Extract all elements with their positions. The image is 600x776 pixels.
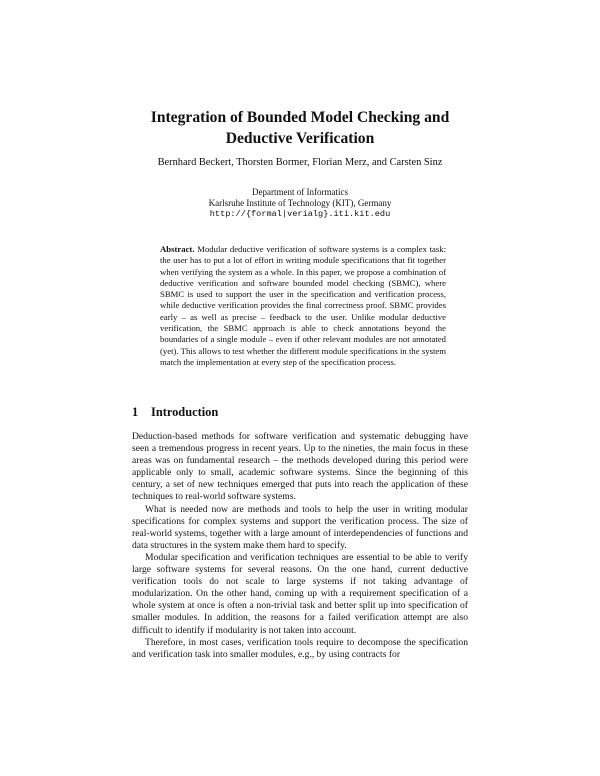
abstract	[160, 244, 446, 368]
paragraph: What is needed now are methods and tools to help the user in writing modular specifications for complex systems and support the verification process. The size of real-world systems, together with a large amount of interdependencies of functions and data structures in the system make them hard to specify.	[132, 503, 468, 551]
author-list: Bernhard Beckert, Thorsten Bormer, Florian Merz, and Carsten Sinz	[157, 157, 443, 168]
affiliation-department: Department of Informatics	[252, 187, 348, 197]
abstract-text: Modular deductive verification of software systems is a complex task: the user has to put a lot of effort in writing module specifications that fit together when verifying the system as a whole. In this paper, we propose a combination of deductive verification and software bounded model checking (SBMC), where SBMC is used to support the user in the specification and verification process, while deductive verification provides the final correctness proof. SBMC provides early – as well as precise – feedback to the user. Unlike modular deductive verification, the SBMC approach is able to check annotations beyond the boundaries of a single module – even if other relevant modules are not annotated (yet). This allows to test whether the different module specifications in the system match the implementation at every step of the specification process.	[160, 244, 446, 367]
section-number: 1	[132, 405, 139, 419]
title-line-1: Integration of Bounded Model Checking and	[150, 109, 450, 126]
section-body	[132, 431, 468, 661]
paper-title	[60, 107, 540, 149]
abstract-label: Abstract.	[160, 244, 195, 254]
section-title: Introduction	[151, 405, 219, 419]
paragraph: Therefore, in most cases, verification tools require to decompose the specification and verification task into smaller modules, e.g., by using contracts for	[132, 636, 468, 660]
paragraph: Modular specification and verification techniques are essential to be able to verify large software systems for several reasons. On the one hand, current deductive verification tools do not scale to large systems if not taking advantage of modularization. On the other hand, coming up with a requirement specification of a whole system at once is often a non-trivial task and better split up into specification of smaller modules. In addition, the reasons for a failed verification attempt are also difficult to identify if modularity is not taken into account.	[132, 551, 468, 636]
section-heading	[132, 404, 472, 420]
affiliation	[60, 187, 540, 221]
affiliation-url: http://{formal|verialg}.iti.kit.edu	[209, 209, 391, 220]
affiliation-institute: Karlsruhe Institute of Technology (KIT), Germany	[208, 198, 392, 209]
paragraph: Deduction-based methods for software verification and systematic debugging have seen a tremendous progress in recent years. Up to the nineties, the main focus in these areas was on fundamental research – the methods developed during this period were applicable only to small, academic software systems. Since the beginning of this century, a set of new techniques emerged that puts into reach the application of these techniques to real-world software systems.	[132, 431, 468, 503]
title-line-2: Deductive Verification	[225, 130, 375, 147]
